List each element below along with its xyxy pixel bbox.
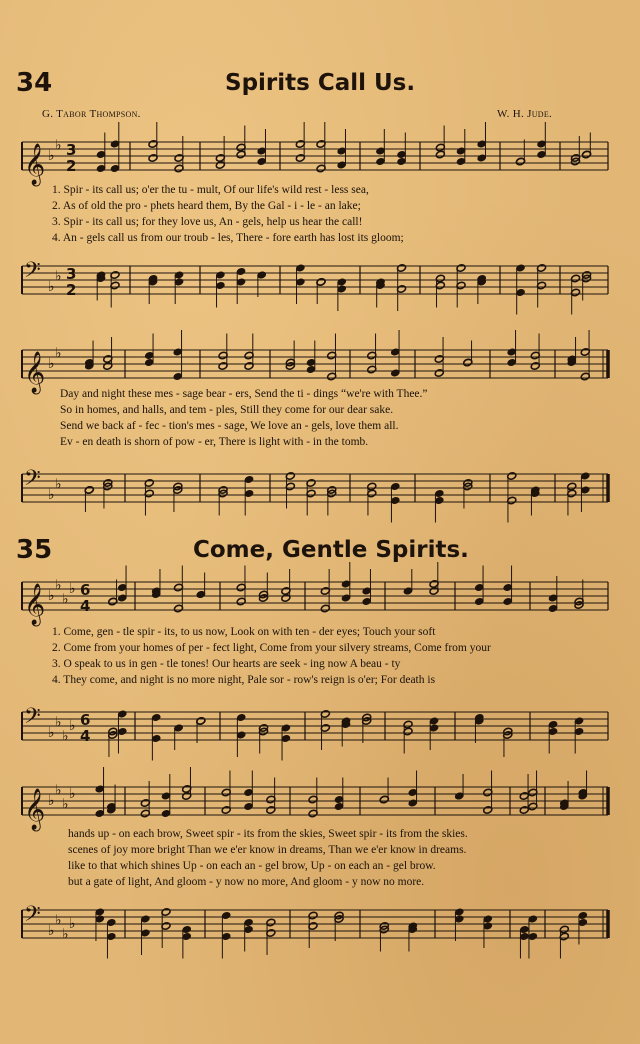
flat-sign-icon: ♭ <box>48 487 55 503</box>
hymn-34-s1-verse-1: 1. Spir - its call us; o'er the tu - mult, Of our life's wild rest - less sea, <box>52 184 369 196</box>
flat-sign-icon: ♭ <box>55 912 62 929</box>
hymn-34-system-1-bass-staff <box>0 252 640 304</box>
flat-sign-icon: ♭ <box>48 923 55 939</box>
hymn-34-author: G. Tabor Thompson. <box>42 108 141 120</box>
flat-sign-icon: ♭ <box>55 268 62 285</box>
treble-clef-icon: 𝄞 <box>24 789 46 830</box>
flat-sign-icon: ♭ <box>48 356 55 372</box>
hymn-34-s2-verse-1: Day and night these mes - sage bear - ers, Send the ti - dings “we're with Thee.” <box>60 388 428 400</box>
hymn-34-s1-verse-3: 3. Spir - its call us; for they love us, An - gels, help us hear the call! <box>52 216 363 228</box>
flat-sign-icon: ♭ <box>55 782 62 799</box>
bass-clef-icon: 𝄢 <box>24 258 41 288</box>
hymn-34-composer: W. H. Jude. <box>497 108 553 120</box>
flat-sign-icon: ♭ <box>62 728 69 745</box>
bass-clef-icon: 𝄢 <box>24 704 41 734</box>
time-signature-denominator: 2 <box>66 157 77 175</box>
hymn-34-system-2-bass-staff <box>0 460 640 512</box>
time-signature-numerator: 3 <box>66 265 77 283</box>
time-signature-numerator: 6 <box>80 711 91 729</box>
hymn-34-s2-verse-3: Send we back af - fec - tion's mes - sage, We love an - gels, love them all. <box>60 420 399 432</box>
hymn-35-s2-verse-3: like to that which shines Up - on each an - gel brow, Up - on each an - gel brow. <box>68 860 436 872</box>
hymn-34-system-2-treble-staff <box>0 336 640 393</box>
hymn-35-system-2-treble-staff <box>0 773 640 830</box>
hymn-34-number: 34 <box>16 68 53 98</box>
flat-sign-icon: ♭ <box>69 786 76 802</box>
bass-clef-icon: 𝄢 <box>24 466 41 496</box>
hymn-35-s1-verse-2: 2. Come from your homes of per - fect light, Come from your silvery streams, Come from your <box>52 642 491 654</box>
treble-clef-icon: 𝄞 <box>24 584 46 625</box>
flat-sign-icon: ♭ <box>69 916 76 932</box>
flat-sign-icon: ♭ <box>55 476 62 493</box>
time-signature-denominator: 4 <box>80 727 91 745</box>
hymn-35-s2-verse-2: scenes of joy more bright Than we e'er know in dreams, Than we e'er know in dreams. <box>68 844 467 856</box>
time-signature-denominator: 2 <box>66 281 77 299</box>
hymn-34-s2-verse-4: Ev - en death is shorn of pow - er, There is light with - in the tomb. <box>60 436 369 448</box>
flat-sign-icon: ♭ <box>48 725 55 741</box>
time-signature-denominator: 4 <box>80 597 91 615</box>
flat-sign-icon: ♭ <box>48 148 55 164</box>
hymn-35-s1-verse-3: 3. O speak to us in gen - tle tones! Our hearts are seek - ing now A beau - ty <box>52 658 401 670</box>
hymn-34-title: Spirits Call Us. <box>225 70 416 96</box>
flat-sign-icon: ♭ <box>55 577 62 594</box>
hymn-35-s1-verse-1: 1. Come, gen - tle spir - its, to us now, Look on with ten - der eyes; Touch your soft <box>52 626 436 638</box>
flat-sign-icon: ♭ <box>62 591 69 608</box>
treble-clef-icon: 𝄞 <box>24 144 46 185</box>
flat-sign-icon: ♭ <box>48 279 55 295</box>
hymn-35-system-2-bass-staff <box>0 896 640 948</box>
flat-sign-icon: ♭ <box>48 588 55 604</box>
flat-sign-icon: ♭ <box>62 926 69 943</box>
hymn-34-system-1-treble-staff <box>0 128 640 185</box>
hymn-35-system-1-bass-staff <box>0 698 640 750</box>
flat-sign-icon: ♭ <box>55 137 62 154</box>
hymn-34-s1-verse-4: 4. An - gels call us from our troub - les, There - fore earth has lost its gloom; <box>52 232 404 244</box>
bass-clef-icon: 𝄢 <box>24 902 41 932</box>
flat-sign-icon: ♭ <box>55 714 62 731</box>
hymn-34-s2-verse-2: So in homes, and halls, and tem - ples, Still they come for our dear sake. <box>60 404 394 416</box>
hymn-35-s2-verse-4: but a gate of light, And gloom - y now no more, And gloom - y now no more. <box>68 876 425 888</box>
flat-sign-icon: ♭ <box>48 793 55 809</box>
hymn-35-s1-verse-4: 4. They come, and night is no more night, Pale sor - row's reign is o'er; For death is <box>52 674 436 686</box>
hymn-34-s1-verse-2: 2. As of old the pro - phets heard them, By the Gal - i - le - an lake; <box>52 200 361 212</box>
hymn-35-system-1-treble-staff <box>0 568 640 625</box>
time-signature-numerator: 3 <box>66 141 77 159</box>
hymn-35-number: 35 <box>16 535 53 565</box>
flat-sign-icon: ♭ <box>55 345 62 362</box>
flat-sign-icon: ♭ <box>62 796 69 813</box>
flat-sign-icon: ♭ <box>69 581 76 597</box>
treble-clef-icon: 𝄞 <box>24 352 46 393</box>
hymn-35-title: Come, Gentle Spirits. <box>193 537 469 563</box>
hymn-35-s2-verse-1: hands up - on each brow, Sweet spir - its from the skies, Sweet spir - its from the skies. <box>68 828 468 840</box>
flat-sign-icon: ♭ <box>69 718 76 734</box>
time-signature-numerator: 6 <box>80 581 91 599</box>
